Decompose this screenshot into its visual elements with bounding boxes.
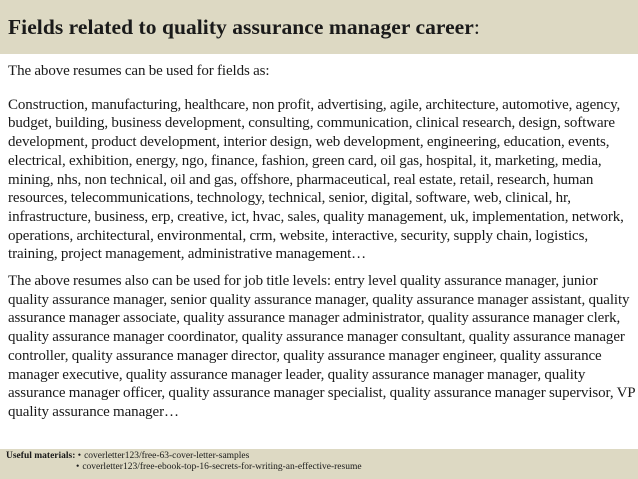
slide-content <box>8 62 636 422</box>
page-title-colon: : <box>473 15 480 39</box>
intro-text: The above resumes can be used for fields as: <box>8 63 270 79</box>
bullet-icon: • <box>76 462 80 472</box>
page-title <box>8 15 480 39</box>
fields-list-text: Construction, manufacturing, healthcare, non profit, advertising, agile, architecture, automotive, agency, budget, building, business development, consulting, communication, clinical research, design, software development, product development, interior design, web development, engineering, education, events, electrical, exhibition, energy, ngo, finance, fashion, green card, oil gas, hospital, it, marketing, media, mining, nhs, non technical, oil and gas, offshore, pharmaceutical, real estate, retail, research, human resources, telecommunications, technology, technical, senior, digital, software, web, clinical, hr, infrastructure, business, erp, creative, ict, hvac, sales, quality management, uk, implementation, network, operations, architectural, environmental, crm, website, interactive, security, supply chain, logistics, training, project management, administrative management… <box>8 96 624 263</box>
bullet-icon: • <box>77 451 82 461</box>
title-bar <box>0 0 638 54</box>
footer-row-2 <box>6 462 638 473</box>
footer-link-resume-ebook[interactable]: coverletter123/free-ebook-top-16-secrets-for-writing-an-effective-resume <box>82 462 362 472</box>
page-title-text: Fields related to quality assurance manager career <box>8 15 474 39</box>
footer-link-cover-letter-samples[interactable]: coverletter123/free-63-cover-letter-samples <box>84 451 250 461</box>
job-levels-text: The above resumes also can be used for job title levels: entry level quality assurance manager, junior quality assurance manager, senior quality assurance manager, quality assurance manager assistant, quality assurance manager associate, quality assurance manager administrator, quality assurance manager clerk, quality assurance manager coordinator, quality assurance manager consultant, quality assurance manager controller, quality assurance manager director, quality assurance manager engineer, quality assurance manager executive, quality assurance manager leader, quality assurance manager manager, quality assurance manager officer, quality assurance manager specialist, quality assurance manager supervisor, VP quality assurance manager… <box>8 273 635 420</box>
footer-row-1 <box>6 451 638 462</box>
footer-label: Useful materials: <box>6 451 76 461</box>
footer <box>0 449 638 479</box>
